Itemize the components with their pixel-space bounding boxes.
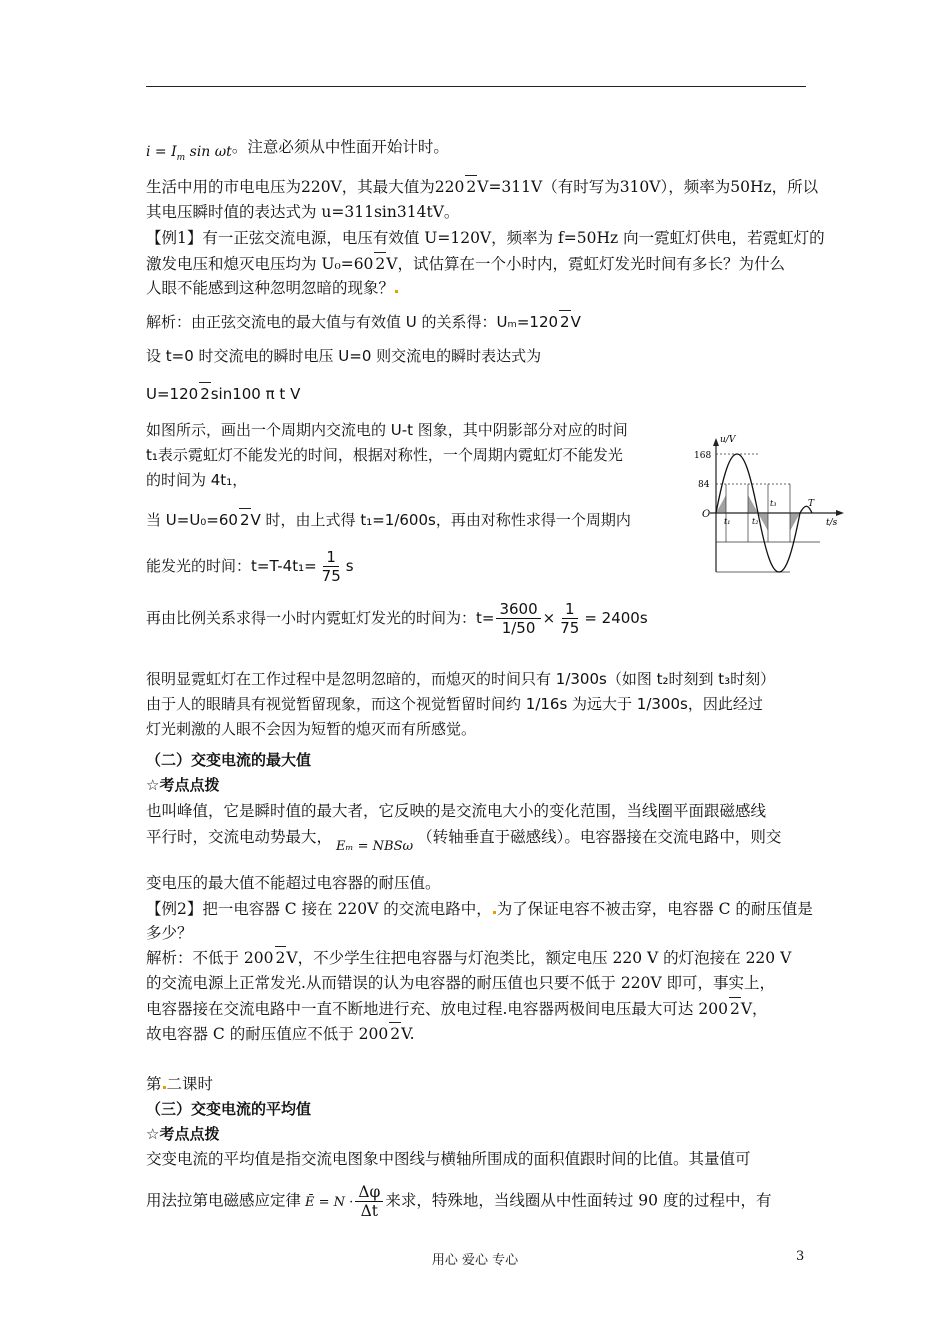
solution-line: 很明显霓虹灯在工作过程中是忽明忽暗的，而熄灭的时间只有 1/300s（如图 t₂时刻到 t₃时刻） [146,670,776,688]
t3-label: t₃ [770,499,777,508]
text-line: 生活中用的市电电压为220V，其最大值为220 2V=311V（有时写为310V），频率为50Hz，所以 [146,175,818,198]
solution-line: 解析：由正弦交流电的最大值与有效值 U 的关系得：Uₘ=120 2V [146,310,581,333]
lesson-label: 第 二课时 [146,1075,214,1093]
text-line: 电容器接在交流电路中一直不断地进行充、放电过程.电容器两极间电压最大可达 200 2V， [146,997,768,1020]
text-line: 的交流电源上正常发光.从而错误的认为电容器的耐压值也只要不低于 220V 即可，事实上， [146,974,776,992]
y-axis-label: u/V [720,435,736,445]
text-line: 交变电流的平均值是指交流电图象中图线与横轴所围成的面积值跟时间的比值。其量值可 [146,1150,751,1168]
header-rule [146,86,806,87]
text-line: 激发电压和熄灭电压均为 U₀=60 2V，试估算在一个小时内，霓虹灯发光时间有多长？为什么 [146,252,785,275]
tick-168: 168 [694,451,712,461]
u-t-graph [690,432,848,582]
text-line: 平行时，交流电动势最大，$_{E_m = NBS\omega}$（转轴垂直于磁感线）。电容器接在交流电路中，则交 [146,828,782,854]
solution-line: 由于人的眼睛具有视觉暂留现象，而这个视觉暂留时间约 1/16s 为远大于 1/300s，因此经过 [146,695,763,713]
solution-line: t₁表示霓虹灯不能发光的时间，根据对称性，一个周期内霓虹灯不能发光 [146,446,623,464]
text-line: 也叫峰值，它是瞬时值的最大者，它反映的是交流电大小的变化范围，当线圈平面跟磁感线 [146,802,767,820]
section-subheading: ☆考点点拨 [146,1125,220,1143]
solution-line: 如图所示，画出一个周期内交流电的 U-t 图象，其中阴影部分对应的时间 [146,421,628,439]
text-line: 故电容器 C 的耐压值应不低于 200 2V. [146,1022,415,1045]
text-line: 变电压的最大值不能超过电容器的耐压值。 [146,874,441,892]
solution-line: 灯光刺激的人眼不会因为短暂的熄灭而有所感觉。 [146,720,477,738]
solution-line: 的时间为 4t₁， [146,471,248,489]
x-axis-label: t/s [826,518,838,528]
solution-line: 再由比例关系求得一小时内霓虹灯发光的时间为：t= $\frac{3600}{1/50}$ × $\frac{1}{75}$ = 2400s [146,600,648,637]
text-line: 其电压瞬时值的表达式为 u=311sin314tV。 [146,203,460,221]
tick-84: 84 [698,480,710,490]
formula-line: $i = I_m$ sin ωt。注意必须从中性面开始计时。 [146,138,449,163]
solution-line: 设 t=0 时交流电的瞬时电压 U=0 则交流电的瞬时表达式为 [146,347,542,365]
page-number: 3 [796,1249,805,1264]
section-heading: （二）交变电流的最大值 [146,751,312,769]
footer-motto: 用心 爱心 专心 [431,1253,519,1268]
t1-label: t₁ [724,517,731,526]
text-line: 解析：不低于 200 2V，不少学生往把电容器与灯泡类比，额定电压 220 V 的灯泡接在 220 V [146,946,791,969]
example-1-title: 【例1】有一正弦交流电源，电压有效值 U=120V，频率为 f=50Hz 向一霓虹灯供电，若霓虹灯的 [146,229,825,247]
t2-label: t₂ [752,517,759,526]
origin-label: O [702,509,711,520]
solution-line: 当 U=U₀=60 2V 时，由上式得 t₁=1/600s，再由对称性求得一个周期内 [146,508,631,531]
example-2-title: 【例2】把一电容器 C 接在 220V 的交流电路中， 为了保证电容不被击穿，电容器 C 的耐压值是 [146,900,813,918]
text-line: 多少？ [146,924,193,942]
section-subheading: ☆考点点拨 [146,776,220,794]
solution-line: 能发光的时间：t=T-4t₁= $\frac{1}{75}$ s [146,548,354,585]
solution-formula: U=120 2sin100 π t V [146,382,300,405]
section-heading: （三）交变电流的平均值 [146,1100,312,1118]
text-line: 用法拉第电磁感应定律 Ē = N · $\frac{\Delta\varphi}{\Delta t}$ 来求，特殊地，当线圈从中性面转过 90 度的过程中，有 [146,1183,772,1220]
text-line: 人眼不能感到这种忽明忽暗的现象？ [146,277,399,299]
period-label: T [808,499,815,509]
